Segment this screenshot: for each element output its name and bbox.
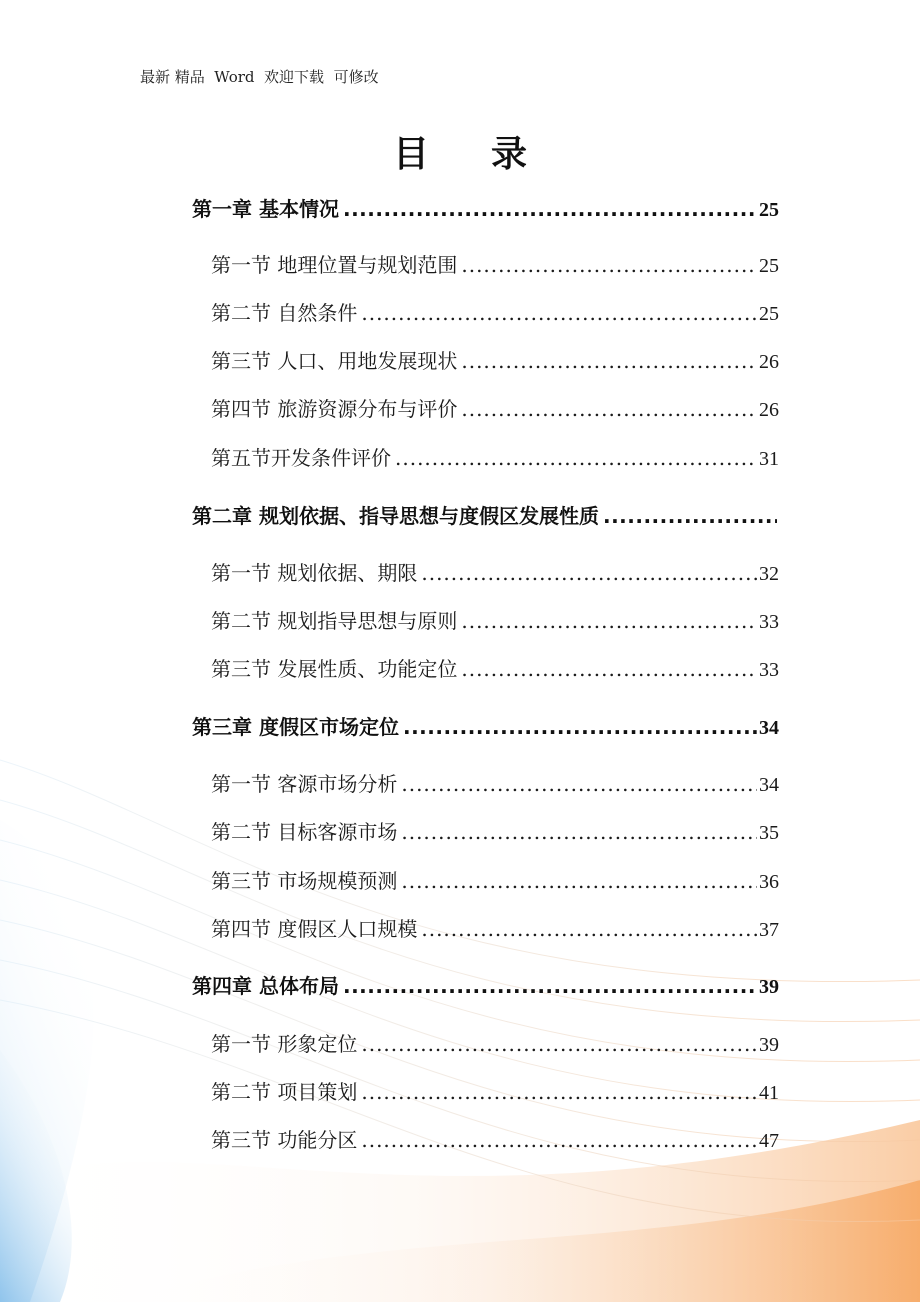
toc-dot-leader	[343, 972, 757, 1000]
toc-dot-leader	[401, 818, 757, 846]
toc-section-entry[interactable]	[211, 1126, 779, 1154]
toc-page-number: 26	[759, 351, 779, 373]
toc-section-entry[interactable]	[211, 770, 779, 798]
toc-entry-label: 第三节 发展性质、功能定位	[211, 657, 458, 681]
toc-section-entry[interactable]	[211, 1078, 779, 1106]
toc-dot-leader	[461, 347, 757, 375]
toc-entry-label: 第一节 形象定位	[211, 1032, 358, 1056]
toc-page-number: 37	[759, 919, 779, 941]
toc-dot-leader	[401, 867, 757, 895]
toc-page-number: 34	[759, 774, 779, 796]
toc-page-number: 39	[759, 976, 779, 998]
toc-entry-label: 第三节 功能分区	[211, 1128, 358, 1152]
toc-dot-leader	[401, 770, 757, 798]
toc-entry-label: 第五节开发条件评价	[211, 446, 391, 470]
toc-chapter-entry[interactable]	[192, 713, 779, 741]
toc-entry-label: 第二节 自然条件	[211, 301, 358, 325]
toc-dot-leader	[421, 559, 757, 587]
toc-dot-leader	[421, 915, 757, 943]
toc-section-entry[interactable]	[211, 818, 779, 846]
toc-page-number: 31	[759, 448, 779, 470]
toc-dot-leader	[395, 444, 757, 472]
toc-section-entry[interactable]	[211, 299, 779, 327]
toc-page-number: 33	[759, 659, 779, 681]
toc-page-number: 35	[759, 822, 779, 844]
toc-page-number: 25	[759, 303, 779, 325]
toc-section-entry[interactable]	[211, 251, 779, 279]
toc-dot-leader	[461, 251, 757, 279]
toc-chapter-entry[interactable]	[192, 502, 779, 530]
toc-section-entry[interactable]	[211, 915, 779, 943]
toc-entry-label: 第二章 规划依据、指导思想与度假区发展性质	[192, 504, 599, 528]
toc-section-entry[interactable]	[211, 655, 779, 683]
toc-section-entry[interactable]	[211, 1030, 779, 1058]
toc-dot-leader	[403, 713, 757, 741]
toc-section-entry[interactable]	[211, 395, 779, 423]
toc-section-entry[interactable]	[211, 444, 779, 472]
toc-page-number: 47	[759, 1130, 779, 1152]
toc-title-part1: 目	[392, 134, 429, 175]
header-note: 最新 精品 Word 欢迎下载 可修改	[140, 68, 379, 86]
toc-dot-leader	[461, 395, 757, 423]
toc-entry-label: 第三节 人口、用地发展现状	[211, 349, 458, 373]
toc-entry-label: 第一章 基本情况	[192, 197, 339, 221]
toc-entry-label: 第二节 规划指导思想与原则	[211, 609, 458, 633]
toc-entry-label: 第一节 规划依据、期限	[211, 561, 418, 585]
toc-page-number: 36	[759, 871, 779, 893]
toc-dot-leader	[361, 1078, 757, 1106]
toc-dot-leader	[603, 502, 777, 530]
toc-entry-label: 第三节 市场规模预测	[211, 869, 398, 893]
toc-entry-label: 第二节 目标客源市场	[211, 820, 398, 844]
toc-page-number: 33	[759, 611, 779, 633]
toc-title-part2: 录	[491, 134, 528, 175]
toc-page-number: 39	[759, 1034, 779, 1056]
toc-entry-label: 第四章 总体布局	[192, 974, 339, 998]
toc-chapter-entry[interactable]	[192, 195, 779, 223]
toc-dot-leader	[361, 299, 757, 327]
toc-section-entry[interactable]	[211, 559, 779, 587]
toc-chapter-entry[interactable]	[192, 972, 779, 1000]
toc-entry-label: 第一节 地理位置与规划范围	[211, 253, 458, 277]
toc-entry-label: 第四节 度假区人口规模	[211, 917, 418, 941]
toc-entry-label: 第一节 客源市场分析	[211, 772, 398, 796]
toc-page-number: 26	[759, 399, 779, 421]
toc-dot-leader	[461, 607, 757, 635]
toc-page-number: 34	[759, 717, 779, 739]
toc-dot-leader	[343, 195, 757, 223]
toc-section-entry[interactable]	[211, 347, 779, 375]
toc-page-number: 41	[759, 1082, 779, 1104]
toc-dot-leader	[361, 1126, 757, 1154]
toc-dot-leader	[361, 1030, 757, 1058]
toc-entry-label: 第四节 旅游资源分布与评价	[211, 397, 458, 421]
toc-section-entry[interactable]	[211, 867, 779, 895]
toc-section-entry[interactable]	[211, 607, 779, 635]
toc-entry-label: 第三章 度假区市场定位	[192, 715, 399, 739]
toc-page-number: 25	[759, 199, 779, 221]
toc-dot-leader	[461, 655, 757, 683]
toc-entry-label: 第二节 项目策划	[211, 1080, 358, 1104]
toc-page-number: 32	[759, 563, 779, 585]
toc-page-number: 25	[759, 255, 779, 277]
